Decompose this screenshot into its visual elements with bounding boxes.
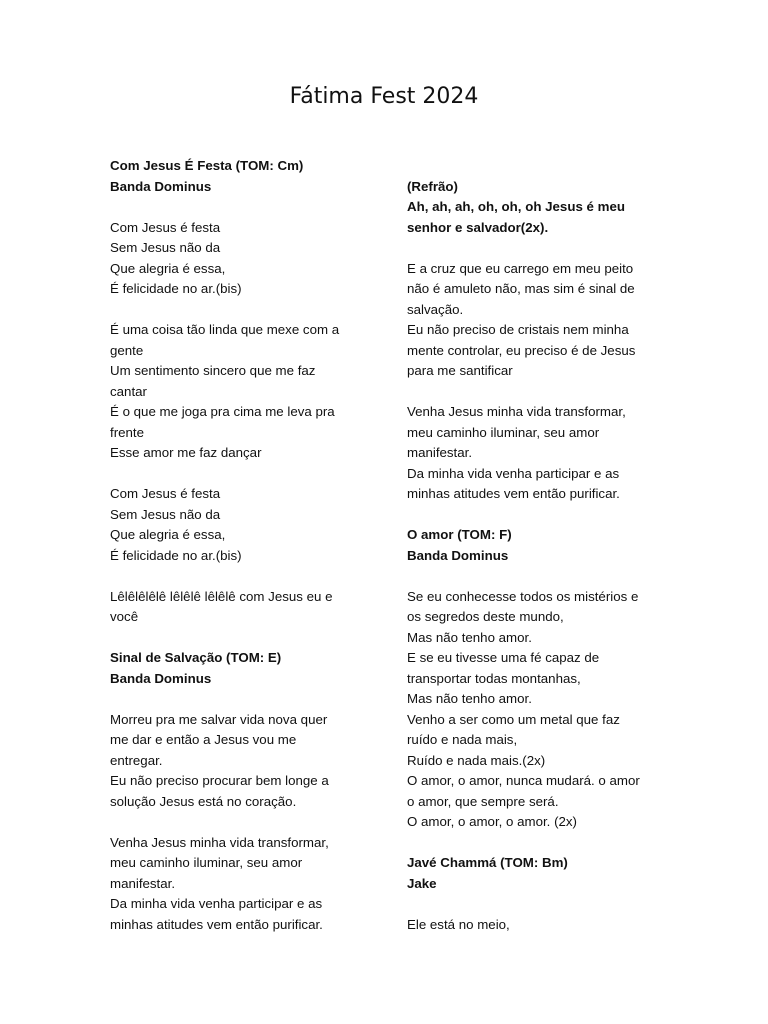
lyric-line: E a cruz que eu carrego em meu peito	[407, 260, 634, 276]
lyric-line: mente controlar, eu preciso é de Jesus	[407, 342, 636, 358]
lyric-line: você	[110, 609, 139, 624]
lyric-line: Venho a ser como um metal que faz	[407, 711, 620, 727]
blank-line	[407, 566, 662, 587]
lyric-line: manifestar.	[110, 875, 176, 891]
lyric-line: Da minha vida venha participar e as	[110, 896, 323, 911]
lyric-line: cantar	[110, 383, 147, 399]
lyric-line: Se eu conhecesse todos os mistérios e	[407, 588, 639, 604]
lyric-line: Um sentimento sincero que me faz	[110, 363, 316, 378]
song-heading-line: Banda Dominus	[110, 670, 212, 686]
lyric-line: É felicidade no ar.(bis)	[110, 547, 242, 563]
lyric-line: Mas não tenho amor.	[407, 691, 532, 706]
blank-line	[407, 505, 662, 526]
lyric-line: É felicidade no ar.(bis)	[110, 281, 242, 296]
song-heading-line: senhor e salvador(2x).	[407, 219, 549, 235]
lyric-line: os segredos deste mundo,	[407, 609, 564, 624]
lyric-line: entregar.	[110, 752, 163, 768]
lyric-line: o amor, que sempre será.	[407, 793, 559, 809]
blank-line	[407, 833, 662, 854]
lyric-line: para me santificar	[407, 363, 513, 378]
lyric-line: minhas atitudes vem então purificar.	[407, 486, 620, 501]
blank-line	[110, 566, 360, 587]
song-heading-line: Ah, ah, ah, oh, oh, oh Jesus é meu	[407, 199, 625, 214]
lyric-line: Venha Jesus minha vida transformar,	[110, 834, 329, 850]
lyric-line: Eu não preciso de cristais nem minha	[407, 322, 629, 337]
lyric-line: Ruído e nada mais.(2x)	[407, 752, 546, 768]
lyric-line: Esse amor me faz dançar	[110, 445, 262, 460]
lyric-line: Mas não tenho amor.	[407, 629, 532, 645]
lyric-line: manifestar.	[407, 445, 473, 460]
left-column	[110, 156, 360, 935]
lyric-line: minhas atitudes vem então purificar.	[110, 916, 323, 932]
lyric-line: O amor, o amor, o amor. (2x)	[407, 814, 577, 829]
lyric-line: Que alegria é essa,	[110, 527, 226, 542]
blank-line	[407, 156, 662, 177]
lyric-line: E se eu tivesse uma fé capaz de	[407, 650, 600, 665]
blank-line	[110, 628, 360, 649]
lyric-line: Sem Jesus não da	[110, 240, 221, 255]
lyric-line: meu caminho iluminar, seu amor	[110, 855, 303, 870]
lyric-line: O amor, o amor, nunca mudará. o amor	[407, 773, 640, 788]
lyric-line: solução Jesus está no coração.	[110, 793, 297, 809]
song-heading-line: Jake	[407, 875, 437, 891]
blank-line	[407, 238, 662, 259]
right-column	[407, 156, 662, 935]
blank-line	[110, 464, 360, 485]
song-heading-line: Sinal de Salvação (TOM: E)	[110, 650, 282, 665]
lyric-line: salvação.	[407, 301, 464, 317]
lyric-line: Que alegria é essa,	[110, 260, 226, 276]
lyric-line: gente	[110, 342, 144, 358]
blank-line	[110, 300, 360, 321]
lyric-line: Morreu pra me salvar vida nova quer	[110, 711, 328, 727]
blank-line	[110, 197, 360, 218]
lyric-line: Com Jesus é festa	[110, 219, 221, 235]
page-title: Fátima Fest 2024	[289, 84, 479, 109]
blank-line	[407, 382, 662, 403]
lyric-line: meu caminho iluminar, seu amor	[407, 424, 600, 440]
lyric-line: não é amuleto não, mas sim é sinal de	[407, 281, 635, 296]
song-heading-line: Banda Dominus	[110, 178, 212, 194]
lyric-line: Ele está no meio,	[407, 916, 510, 932]
lyric-line: ruído e nada mais,	[407, 732, 518, 747]
lyric-line: Da minha vida venha participar e as	[407, 465, 620, 481]
lyric-line: Com Jesus é festa	[110, 486, 221, 501]
lyric-line: Sem Jesus não da	[110, 506, 221, 522]
song-heading-line: Com Jesus É Festa (TOM: Cm)	[110, 158, 304, 173]
lyric-line: me dar e então a Jesus vou me	[110, 732, 297, 747]
blank-line	[110, 812, 360, 833]
song-heading-line: Banda Dominus	[407, 547, 509, 563]
lyric-line: Lêlêlêlêlê lêlêlê lêlêlê com Jesus eu e	[110, 588, 333, 604]
song-heading-line: (Refrão)	[407, 178, 458, 194]
song-heading-line: Javé Chammá (TOM: Bm)	[407, 855, 568, 870]
song-heading-line: O amor (TOM: F)	[407, 527, 512, 542]
lyric-line: É uma coisa tão linda que mexe com a	[110, 322, 340, 337]
lyric-line: Eu não preciso procurar bem longe a	[110, 773, 329, 788]
lyric-line: Venha Jesus minha vida transformar,	[407, 404, 626, 419]
lyric-line: É o que me joga pra cima me leva pra	[110, 404, 335, 419]
blank-line	[110, 689, 360, 710]
blank-line	[407, 894, 662, 915]
lyric-line: frente	[110, 424, 145, 440]
lyric-line: transportar todas montanhas,	[407, 670, 581, 686]
